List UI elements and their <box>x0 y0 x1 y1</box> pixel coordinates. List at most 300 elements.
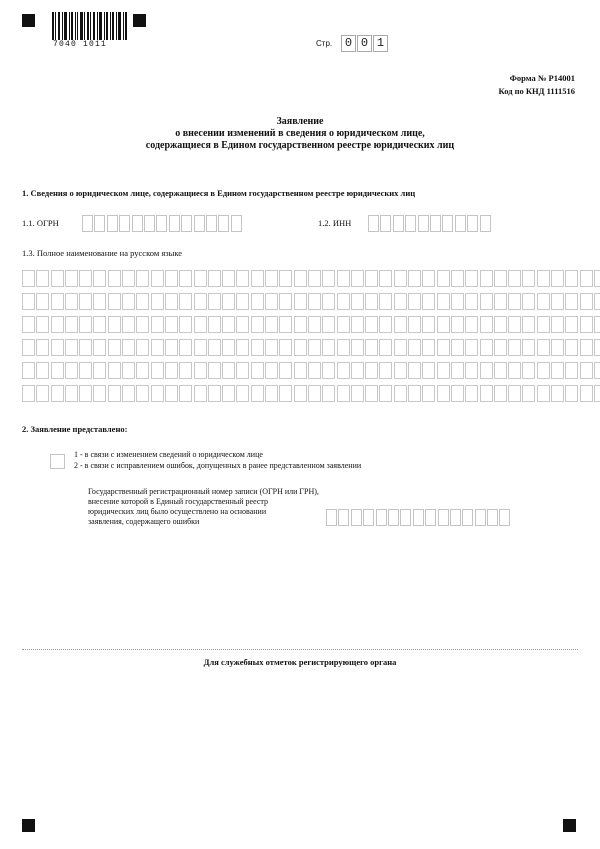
char-cell[interactable] <box>508 339 521 356</box>
char-cell[interactable] <box>65 339 78 356</box>
char-cell[interactable] <box>394 339 407 356</box>
char-cell[interactable] <box>450 509 461 526</box>
char-cell[interactable] <box>308 385 321 402</box>
name-row[interactable] <box>22 293 600 310</box>
char-cell[interactable] <box>380 215 391 232</box>
char-cell[interactable] <box>294 385 307 402</box>
char-cell[interactable] <box>236 362 249 379</box>
char-cell[interactable] <box>136 339 149 356</box>
char-cell[interactable] <box>279 339 292 356</box>
char-cell[interactable] <box>379 293 392 310</box>
char-cell[interactable] <box>222 339 235 356</box>
char-cell[interactable] <box>400 509 411 526</box>
char-cell[interactable] <box>194 270 207 287</box>
char-cell[interactable] <box>308 293 321 310</box>
char-cell[interactable] <box>22 339 35 356</box>
char-cell[interactable] <box>265 385 278 402</box>
name-row[interactable] <box>22 270 600 287</box>
char-cell[interactable] <box>222 270 235 287</box>
char-cell[interactable] <box>93 270 106 287</box>
char-cell[interactable] <box>422 339 435 356</box>
form-id <box>498 72 575 98</box>
char-cell[interactable] <box>179 339 192 356</box>
name-row[interactable] <box>22 362 600 379</box>
char-cell[interactable] <box>108 385 121 402</box>
char-cell[interactable] <box>322 339 335 356</box>
char-cell[interactable] <box>437 270 450 287</box>
char-cell[interactable] <box>265 339 278 356</box>
char-cell[interactable] <box>437 316 450 333</box>
char-cell[interactable] <box>551 270 564 287</box>
char-cell[interactable] <box>51 339 64 356</box>
char-cell[interactable] <box>208 293 221 310</box>
char-cell[interactable] <box>236 339 249 356</box>
char-cell[interactable] <box>294 270 307 287</box>
char-cell[interactable] <box>194 362 207 379</box>
char-cell[interactable] <box>351 362 364 379</box>
char-cell[interactable] <box>594 316 600 333</box>
char-cell[interactable] <box>522 270 535 287</box>
char-cell[interactable] <box>108 316 121 333</box>
char-cell[interactable] <box>22 293 35 310</box>
char-cell[interactable] <box>430 215 441 232</box>
char-cell[interactable] <box>22 316 35 333</box>
char-cell[interactable] <box>165 270 178 287</box>
char-cell[interactable] <box>279 293 292 310</box>
char-cell[interactable] <box>565 316 578 333</box>
char-cell[interactable] <box>465 385 478 402</box>
char-cell[interactable] <box>580 362 593 379</box>
char-cell[interactable] <box>93 385 106 402</box>
char-cell[interactable] <box>236 293 249 310</box>
char-cell[interactable] <box>251 339 264 356</box>
char-cell[interactable] <box>337 385 350 402</box>
char-cell[interactable] <box>465 339 478 356</box>
char-cell[interactable] <box>413 509 424 526</box>
char-cell[interactable] <box>365 362 378 379</box>
char-cell[interactable] <box>194 385 207 402</box>
char-cell[interactable] <box>108 270 121 287</box>
char-cell[interactable] <box>294 316 307 333</box>
char-cell[interactable] <box>136 316 149 333</box>
char-cell[interactable] <box>565 293 578 310</box>
char-cell[interactable] <box>422 385 435 402</box>
char-cell[interactable] <box>451 270 464 287</box>
char-cell[interactable] <box>522 316 535 333</box>
char-cell[interactable] <box>22 385 35 402</box>
page-digit: 0 <box>341 35 356 52</box>
char-cell[interactable] <box>494 316 507 333</box>
char-cell[interactable] <box>179 316 192 333</box>
char-cell[interactable] <box>265 316 278 333</box>
char-cell[interactable] <box>79 293 92 310</box>
char-cell[interactable] <box>394 316 407 333</box>
char-cell[interactable] <box>379 362 392 379</box>
char-cell[interactable] <box>65 385 78 402</box>
char-cell[interactable] <box>322 270 335 287</box>
char-cell[interactable] <box>165 385 178 402</box>
char-cell[interactable] <box>337 362 350 379</box>
char-cell[interactable] <box>322 293 335 310</box>
char-cell[interactable] <box>551 362 564 379</box>
char-cell[interactable] <box>181 215 192 232</box>
char-cell[interactable] <box>108 362 121 379</box>
char-cell[interactable] <box>194 316 207 333</box>
char-cell[interactable] <box>132 215 143 232</box>
char-cell[interactable] <box>522 339 535 356</box>
char-cell[interactable] <box>365 385 378 402</box>
char-cell[interactable] <box>122 270 135 287</box>
char-cell[interactable] <box>151 316 164 333</box>
char-cell[interactable] <box>551 293 564 310</box>
char-cell[interactable] <box>480 215 491 232</box>
char-cell[interactable] <box>594 270 600 287</box>
char-cell[interactable] <box>594 339 600 356</box>
char-cell[interactable] <box>65 293 78 310</box>
char-cell[interactable] <box>465 316 478 333</box>
char-cell[interactable] <box>208 362 221 379</box>
char-cell[interactable] <box>107 215 118 232</box>
char-cell[interactable] <box>279 270 292 287</box>
char-cell[interactable] <box>351 316 364 333</box>
char-cell[interactable] <box>337 270 350 287</box>
char-cell[interactable] <box>418 215 429 232</box>
char-cell[interactable] <box>537 385 550 402</box>
char-cell[interactable] <box>565 270 578 287</box>
char-cell[interactable] <box>236 385 249 402</box>
char-cell[interactable] <box>265 293 278 310</box>
char-cell[interactable] <box>393 215 404 232</box>
char-cell[interactable] <box>294 339 307 356</box>
char-cell[interactable] <box>122 362 135 379</box>
char-cell[interactable] <box>165 316 178 333</box>
char-cell[interactable] <box>279 362 292 379</box>
char-cell[interactable] <box>451 339 464 356</box>
char-cell[interactable] <box>565 362 578 379</box>
char-cell[interactable] <box>394 362 407 379</box>
char-cell[interactable] <box>394 270 407 287</box>
char-cell[interactable] <box>379 316 392 333</box>
char-cell[interactable] <box>351 509 362 526</box>
char-cell[interactable] <box>279 385 292 402</box>
char-cell[interactable] <box>462 509 473 526</box>
char-cell[interactable] <box>51 316 64 333</box>
char-cell[interactable] <box>351 270 364 287</box>
char-cell[interactable] <box>294 293 307 310</box>
char-cell[interactable] <box>594 385 600 402</box>
char-cell[interactable] <box>467 215 478 232</box>
char-cell[interactable] <box>51 362 64 379</box>
submission-reason-checkbox[interactable] <box>50 454 65 469</box>
char-cell[interactable] <box>82 215 93 232</box>
char-cell[interactable] <box>565 339 578 356</box>
char-cell[interactable] <box>165 339 178 356</box>
char-cell[interactable] <box>36 362 49 379</box>
char-cell[interactable] <box>522 293 535 310</box>
char-cell[interactable] <box>437 385 450 402</box>
char-cell[interactable] <box>565 385 578 402</box>
ogrn-input[interactable] <box>82 215 243 232</box>
char-cell[interactable] <box>194 293 207 310</box>
char-cell[interactable] <box>165 362 178 379</box>
char-cell[interactable] <box>136 270 149 287</box>
char-cell[interactable] <box>475 509 486 526</box>
char-cell[interactable] <box>308 316 321 333</box>
char-cell[interactable] <box>294 362 307 379</box>
char-cell[interactable] <box>36 316 49 333</box>
char-cell[interactable] <box>494 385 507 402</box>
char-cell[interactable] <box>508 316 521 333</box>
char-cell[interactable] <box>379 270 392 287</box>
char-cell[interactable] <box>136 293 149 310</box>
char-cell[interactable] <box>222 316 235 333</box>
char-cell[interactable] <box>437 293 450 310</box>
char-cell[interactable] <box>51 385 64 402</box>
char-cell[interactable] <box>537 362 550 379</box>
char-cell[interactable] <box>22 362 35 379</box>
char-cell[interactable] <box>580 270 593 287</box>
char-cell[interactable] <box>179 293 192 310</box>
char-cell[interactable] <box>279 316 292 333</box>
char-cell[interactable] <box>537 316 550 333</box>
char-cell[interactable] <box>422 293 435 310</box>
char-cell[interactable] <box>422 270 435 287</box>
char-cell[interactable] <box>363 509 374 526</box>
char-cell[interactable] <box>208 316 221 333</box>
char-cell[interactable] <box>379 339 392 356</box>
char-cell[interactable] <box>251 270 264 287</box>
char-cell[interactable] <box>93 316 106 333</box>
char-cell[interactable] <box>144 215 155 232</box>
char-cell[interactable] <box>236 316 249 333</box>
char-cell[interactable] <box>480 339 493 356</box>
char-cell[interactable] <box>508 293 521 310</box>
char-cell[interactable] <box>365 293 378 310</box>
char-cell[interactable] <box>451 316 464 333</box>
char-cell[interactable] <box>508 270 521 287</box>
char-cell[interactable] <box>451 362 464 379</box>
char-cell[interactable] <box>551 339 564 356</box>
grn-input[interactable] <box>326 509 512 526</box>
char-cell[interactable] <box>451 385 464 402</box>
char-cell[interactable] <box>93 293 106 310</box>
char-cell[interactable] <box>208 270 221 287</box>
char-cell[interactable] <box>322 316 335 333</box>
char-cell[interactable] <box>122 293 135 310</box>
char-cell[interactable] <box>179 270 192 287</box>
char-cell[interactable] <box>236 270 249 287</box>
char-cell[interactable] <box>194 215 205 232</box>
char-cell[interactable] <box>151 385 164 402</box>
char-cell[interactable] <box>394 385 407 402</box>
char-cell[interactable] <box>365 270 378 287</box>
char-cell[interactable] <box>437 339 450 356</box>
char-cell[interactable] <box>36 270 49 287</box>
char-cell[interactable] <box>422 362 435 379</box>
char-cell[interactable] <box>93 362 106 379</box>
char-cell[interactable] <box>194 339 207 356</box>
char-cell[interactable] <box>480 316 493 333</box>
char-cell[interactable] <box>308 362 321 379</box>
char-cell[interactable] <box>308 270 321 287</box>
char-cell[interactable] <box>79 385 92 402</box>
ogrn-label: 1.1. ОГРН <box>22 218 59 228</box>
char-cell[interactable] <box>322 385 335 402</box>
char-cell[interactable] <box>408 362 421 379</box>
char-cell[interactable] <box>308 339 321 356</box>
char-cell[interactable] <box>119 215 130 232</box>
char-cell[interactable] <box>551 316 564 333</box>
char-cell[interactable] <box>79 362 92 379</box>
char-cell[interactable] <box>208 339 221 356</box>
char-cell[interactable] <box>480 270 493 287</box>
char-cell[interactable] <box>169 215 180 232</box>
char-cell[interactable] <box>65 362 78 379</box>
char-cell[interactable] <box>165 293 178 310</box>
char-cell[interactable] <box>231 215 242 232</box>
char-cell[interactable] <box>451 293 464 310</box>
char-cell[interactable] <box>580 385 593 402</box>
char-cell[interactable] <box>408 316 421 333</box>
char-cell[interactable] <box>218 215 229 232</box>
char-cell[interactable] <box>36 385 49 402</box>
char-cell[interactable] <box>522 385 535 402</box>
char-cell[interactable] <box>494 339 507 356</box>
char-cell[interactable] <box>222 362 235 379</box>
char-cell[interactable] <box>222 293 235 310</box>
char-cell[interactable] <box>494 362 507 379</box>
char-cell[interactable] <box>580 339 593 356</box>
char-cell[interactable] <box>551 385 564 402</box>
char-cell[interactable] <box>351 339 364 356</box>
char-cell[interactable] <box>537 270 550 287</box>
char-cell[interactable] <box>136 362 149 379</box>
char-cell[interactable] <box>108 339 121 356</box>
char-cell[interactable] <box>394 293 407 310</box>
char-cell[interactable] <box>206 215 217 232</box>
char-cell[interactable] <box>65 316 78 333</box>
char-cell[interactable] <box>408 270 421 287</box>
char-cell[interactable] <box>108 293 121 310</box>
char-cell[interactable] <box>36 339 49 356</box>
char-cell[interactable] <box>494 270 507 287</box>
char-cell[interactable] <box>65 270 78 287</box>
char-cell[interactable] <box>337 316 350 333</box>
char-cell[interactable] <box>408 385 421 402</box>
char-cell[interactable] <box>376 509 387 526</box>
grn-description <box>88 487 328 527</box>
char-cell[interactable] <box>22 270 35 287</box>
char-cell[interactable] <box>365 339 378 356</box>
char-cell[interactable] <box>437 362 450 379</box>
char-cell[interactable] <box>465 293 478 310</box>
char-cell[interactable] <box>151 270 164 287</box>
char-cell[interactable] <box>151 339 164 356</box>
name-row[interactable] <box>22 339 600 356</box>
char-cell[interactable] <box>379 385 392 402</box>
char-cell[interactable] <box>594 293 600 310</box>
char-cell[interactable] <box>251 385 264 402</box>
char-cell[interactable] <box>51 293 64 310</box>
char-cell[interactable] <box>151 362 164 379</box>
char-cell[interactable] <box>368 215 379 232</box>
char-cell[interactable] <box>94 215 105 232</box>
char-cell[interactable] <box>465 362 478 379</box>
char-cell[interactable] <box>93 339 106 356</box>
char-cell[interactable] <box>522 362 535 379</box>
char-cell[interactable] <box>508 385 521 402</box>
char-cell[interactable] <box>480 293 493 310</box>
char-cell[interactable] <box>422 316 435 333</box>
char-cell[interactable] <box>494 293 507 310</box>
char-cell[interactable] <box>208 385 221 402</box>
char-cell[interactable] <box>122 316 135 333</box>
char-cell[interactable] <box>580 316 593 333</box>
char-cell[interactable] <box>251 316 264 333</box>
char-cell[interactable] <box>79 270 92 287</box>
char-cell[interactable] <box>580 293 593 310</box>
char-cell[interactable] <box>122 339 135 356</box>
char-cell[interactable] <box>122 385 135 402</box>
char-cell[interactable] <box>438 509 449 526</box>
char-cell[interactable] <box>337 339 350 356</box>
char-cell[interactable] <box>499 509 510 526</box>
char-cell[interactable] <box>537 293 550 310</box>
option-2-text: 2 - в связи с исправлением ошибок, допущенных в ранее представленном заявлении <box>74 461 362 470</box>
char-cell[interactable] <box>487 509 498 526</box>
char-cell[interactable] <box>265 362 278 379</box>
char-cell[interactable] <box>351 385 364 402</box>
char-cell[interactable] <box>338 509 349 526</box>
char-cell[interactable] <box>425 509 436 526</box>
char-cell[interactable] <box>36 293 49 310</box>
title-line: о внесении изменений в сведения о юридическом лице, <box>175 128 425 139</box>
char-cell[interactable] <box>265 270 278 287</box>
char-cell[interactable] <box>337 293 350 310</box>
char-cell[interactable] <box>251 362 264 379</box>
char-cell[interactable] <box>408 339 421 356</box>
char-cell[interactable] <box>455 215 466 232</box>
char-cell[interactable] <box>537 339 550 356</box>
char-cell[interactable] <box>51 270 64 287</box>
char-cell[interactable] <box>79 339 92 356</box>
name-row[interactable] <box>22 385 600 402</box>
char-cell[interactable] <box>179 385 192 402</box>
char-cell[interactable] <box>251 293 264 310</box>
char-cell[interactable] <box>480 385 493 402</box>
char-cell[interactable] <box>322 362 335 379</box>
char-cell[interactable] <box>388 509 399 526</box>
char-cell[interactable] <box>508 362 521 379</box>
char-cell[interactable] <box>326 509 337 526</box>
char-cell[interactable] <box>594 362 600 379</box>
char-cell[interactable] <box>480 362 493 379</box>
char-cell[interactable] <box>465 270 478 287</box>
char-cell[interactable] <box>222 385 235 402</box>
char-cell[interactable] <box>156 215 167 232</box>
char-cell[interactable] <box>179 362 192 379</box>
char-cell[interactable] <box>351 293 364 310</box>
inn-input[interactable] <box>368 215 492 232</box>
char-cell[interactable] <box>405 215 416 232</box>
char-cell[interactable] <box>151 293 164 310</box>
char-cell[interactable] <box>136 385 149 402</box>
char-cell[interactable] <box>408 293 421 310</box>
char-cell[interactable] <box>442 215 453 232</box>
char-cell[interactable] <box>365 316 378 333</box>
name-row[interactable] <box>22 316 600 333</box>
char-cell[interactable] <box>79 316 92 333</box>
